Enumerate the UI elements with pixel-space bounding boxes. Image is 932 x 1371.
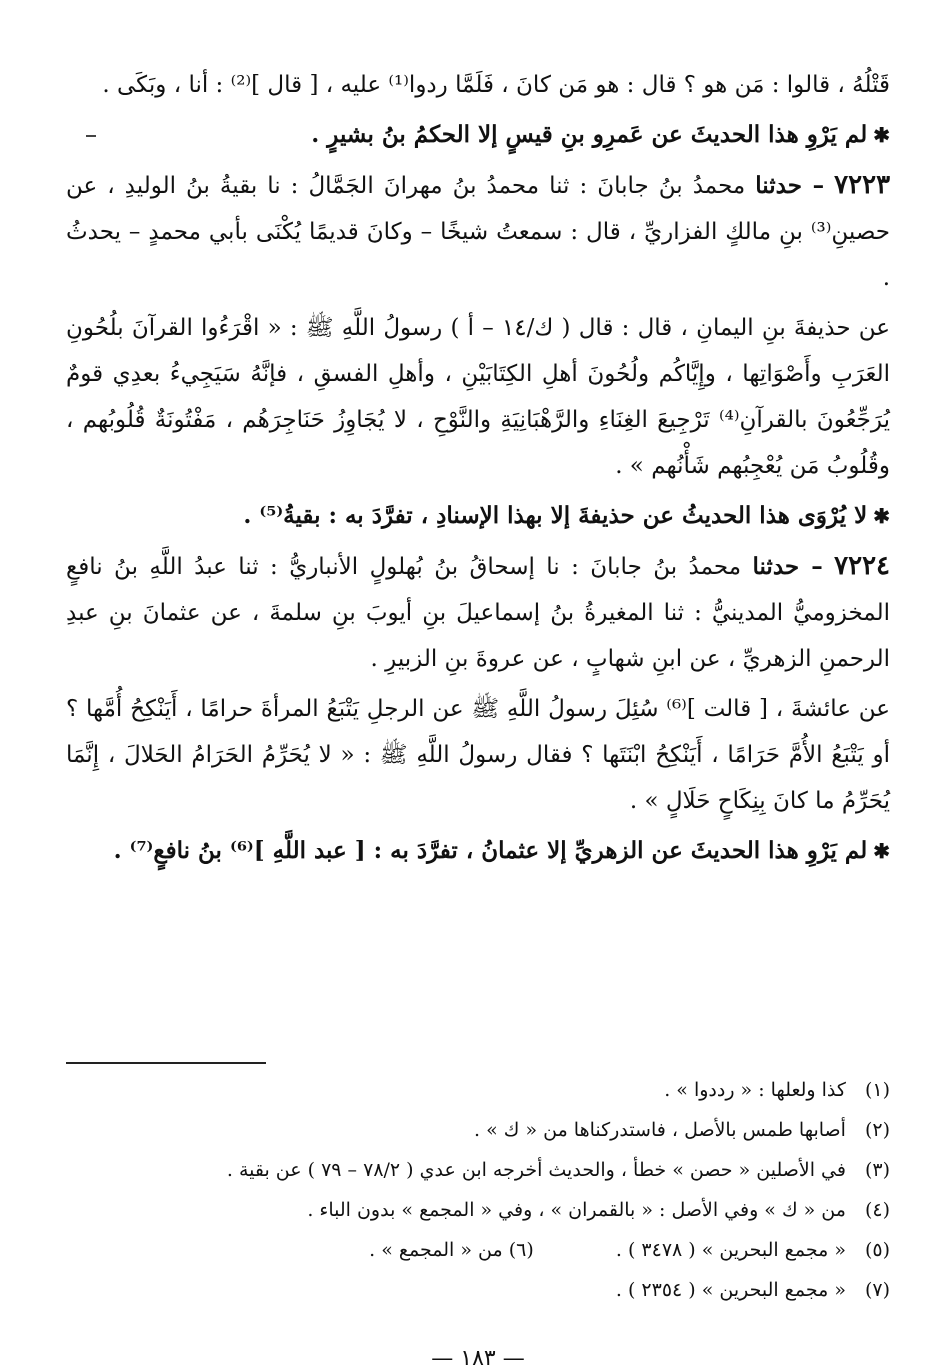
hadith-matn-7223: عن حذيفةَ بنِ اليمانِ ، قال : قال ( ك/١٤ – أ ) رسولُ اللَّهِ ﷺ : « اقْرَءُوا القرآنَ بلُحُونِ العَرَبِ وأَصْوَاتِها ، وإِيَّاكُم ولُحُونَ أهلِ الكِتَابَيْنِ ، وأهلِ الفسقِ ، فإنَّهُ سَيَجِيءُ بعدِي قومٌ يُرَجِّعُونَ بالقرآنِ⁽⁴⁾ تَرْجِيعَ الغِنَاءِ والرَّهْبَانِيَةِ والنَّوْحِ ، لا يُجَاوِزُ حَنَاجِرَهُم ، مَفْتُونَةٌ قُلُوبُهم ، وقُلُوبُ مَن يُعْجِبُهم شَأْنُهم » .	[66, 315, 890, 479]
margin-dash	[86, 135, 96, 137]
footnote-number: (٥)	[864, 1239, 890, 1261]
footnote-number: (١)	[864, 1079, 890, 1101]
footnote-text: من « ك » وفي الأصل : « بالقمران » ، وفي « المجمع » بدون الباء .	[307, 1199, 846, 1221]
footnote-text: « مجمع البحرين » ( ٢٣٥٤ ) .	[615, 1279, 846, 1301]
comment-text: لم يَرْوِ هذا الحديثَ عن الزهريِّ إلا عثمانُ ، تفرَّدَ به : [ عبد اللَّهِ ]⁽⁶⁾ بنُ نافعٍ⁽⁷⁾ .	[113, 837, 868, 864]
page-number: — ١٨٣ —	[431, 1346, 525, 1371]
footnote	[66, 1270, 890, 1310]
isnad-text: محمدُ بنُ جابانَ : نا إسحاقُ بنُ بُهلولٍ الأنباريُّ : ثنا عبدُ اللَّهِ بنُ نافعٍ المخزوميُّ المدينيُّ : ثنا المغيرةُ بنُ إسماعيلَ بنِ أيوبَ بنِ سلمةَ ، عن عثمانَ بنِ عبدِ الرحمنِ الزهريِّ ، عن ابنِ شهابٍ ، عن عروةَ بنِ الزبيرِ .	[66, 554, 890, 672]
footnote-text: « مجمع البحرين » ( ٣٤٧٨ ) .	[615, 1239, 846, 1261]
footnotes	[66, 1070, 890, 1310]
hadith-dash: –	[801, 172, 825, 199]
star-icon: ✱	[873, 123, 890, 147]
narration-comment	[66, 828, 890, 874]
narration-comment	[66, 112, 890, 158]
continuation-paragraph: قَتْلُهُ ، قالوا : مَن هو ؟ قال : هو مَن كانَ ، فَلَمَّا ردوا⁽¹⁾ عليه ، [ قال ]⁽²⁾ : أنا ، وبَكَى .	[102, 72, 890, 98]
footnote-number: (٣)	[864, 1159, 890, 1181]
footnote-text: من « المجمع » .	[369, 1239, 503, 1261]
narration-comment	[66, 493, 890, 539]
hadith-isnad-7224	[66, 543, 890, 682]
footnote	[66, 1150, 890, 1190]
isnad-text: محمدُ بنُ جابانَ : ثنا محمدُ بنُ مهرانَ الجَمَّالُ : نا بقيةُ بنُ الوليدِ ، عن حصينِ⁽³⁾ بنِ مالكٍ الفزاريِّ ، قال : سمعتُ شيخًا – وكانَ قديمًا يُكْنَى بأبي محمدٍ – يحدثُ .	[66, 173, 890, 291]
comment-text: لم يَرْوِ هذا الحديثَ عن عَمرِو بنِ قيسٍ إلا الحكمُ بنُ بشيرٍ .	[311, 121, 868, 148]
hadith-dash: –	[799, 553, 823, 580]
book-page	[66, 62, 891, 1371]
footnote-number: (٦)	[508, 1239, 534, 1261]
footnote-text: في الأصلين « حصن » خطأ ، والحديث أخرجه ابن عدي ( ٧٨/٢ – ٧٩ ) عن بقية .	[226, 1159, 846, 1181]
hadith-number: ٧٢٢٤	[834, 551, 891, 581]
hadith-isnad-7223	[66, 162, 890, 301]
footnote	[66, 1070, 890, 1110]
hadith-number: ٧٢٢٣	[834, 170, 891, 200]
footnote-text: كذا ولعلها : « رددوا » .	[664, 1079, 846, 1101]
hadith-lead-word: حدثنا	[752, 553, 800, 580]
footnote-number: (٢)	[864, 1119, 890, 1141]
footnote-separator	[66, 1062, 266, 1064]
footnote	[66, 1230, 890, 1270]
footnote-text: أصابها طمس بالأصل ، فاستدركناها من « ك » .	[474, 1119, 846, 1141]
footnote	[66, 1110, 890, 1150]
hadith-matn-7224: عن عائشةَ ، [ قالت ]⁽⁶⁾ سُئِلَ رسولُ اللَّهِ ﷺ عن الرجلِ يَتْبَعُ المرأةَ حرامًا ، أَيَنْكِحُ أُمَّها ؟ أو يَتْبَعُ الأُمَّ حَرَامًا ، أَيَنْكِحُ ابْنَتَها ؟ فقال رسولُ اللَّهِ ﷺ : « لا يُحَرِّمُ الحَرَامُ الحَلالَ ، إِنَّمَا يُحَرِّمُ ما كانَ بِنِكَاحٍ حَلَالٍ » .	[66, 696, 890, 814]
star-icon: ✱	[873, 504, 890, 528]
comment-text: لا يُرْوَى هذا الحديثُ عن حذيفةَ إلا بهذا الإسنادِ ، تفرَّدَ به : بقيةُ⁽⁵⁾ .	[243, 502, 868, 529]
star-icon: ✱	[873, 839, 890, 863]
footnote	[66, 1190, 890, 1230]
hadith-lead-word: حدثنا	[755, 172, 802, 199]
footnote-number: (٤)	[864, 1199, 890, 1221]
footnote-number: (٧)	[864, 1279, 890, 1301]
